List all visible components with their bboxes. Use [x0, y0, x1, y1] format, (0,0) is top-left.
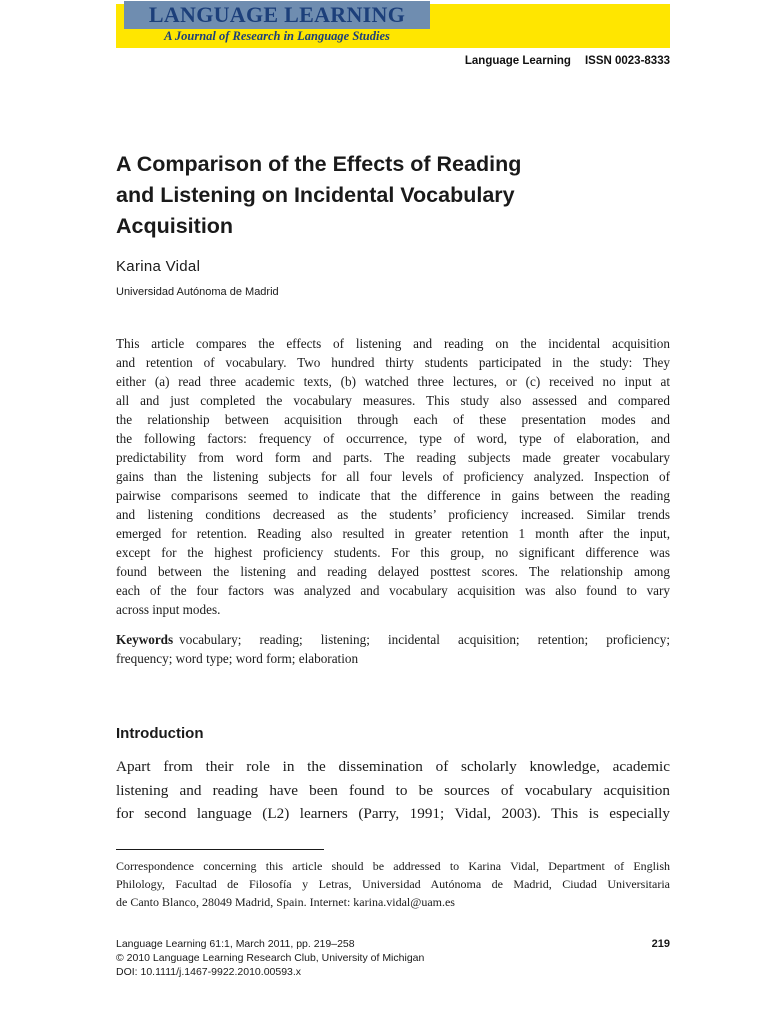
section-heading-introduction: Introduction — [116, 725, 204, 742]
introduction-line: for second language (L2) learners (Parry, 1991; Vidal, 2003). This is especially — [116, 805, 670, 822]
footnote-divider — [116, 849, 324, 850]
abstract-line: predictability from word form and parts. The reading subjects made greater vocabulary — [116, 450, 670, 465]
abstract-line: except for the highest proficiency students. For this group, no significant difference was — [116, 545, 670, 560]
introduction-line: listening and reading have been found to be sources of vocabulary acquisition — [116, 781, 670, 799]
keywords — [116, 630, 670, 668]
journal-name: Language Learning — [464, 55, 571, 67]
abstract-line: emerged for retention. Reading also resulted in greater retention 1 month after the input, — [116, 526, 670, 541]
author-affiliation: Universidad Autónoma de Madrid — [116, 286, 279, 298]
journal-banner-subtitle: A Journal of Research in Language Studies — [164, 29, 390, 43]
page-footer — [116, 937, 670, 979]
author-name: Karina Vidal — [116, 258, 201, 275]
keywords-label: Keywords — [116, 632, 174, 647]
abstract-line: each of the four factors was analyzed and vocabulary acquisition was also found to vary — [116, 583, 670, 598]
keywords-text: vocabulary; reading; listening; incidental acquisition; retention; proficiency; — [179, 632, 670, 647]
footer-copyright: © 2010 Language Learning Research Club, University of Michigan — [116, 952, 425, 964]
abstract-line: and retention of vocabulary. Two hundred thirty students participated in the study: They — [116, 355, 670, 370]
journal-header-line — [116, 53, 670, 69]
abstract-line: This article compares the effects of listening and reading on the incidental acquisition — [116, 336, 670, 351]
article-title — [116, 149, 670, 242]
page-number: 219 — [651, 938, 670, 950]
introduction-body — [116, 755, 670, 826]
footnote-line: de Canto Blanco, 28049 Madrid, Spain. Internet: karina.vidal@uam.es — [116, 895, 455, 909]
footer-citation: Language Learning 61:1, March 2011, pp. 219–258 — [116, 938, 355, 950]
keywords-line: frequency; word type; word form; elaboration — [116, 651, 359, 666]
keywords-line — [116, 630, 670, 649]
article-title-line: A Comparison of the Effects of Reading — [116, 152, 522, 176]
article-title-line: Acquisition — [116, 214, 234, 238]
footnote-line: Correspondence concerning this article should be addressed to Karina Vidal, Department of English — [116, 859, 670, 873]
abstract-line: the relationship between acquisition through each of these presentation modes and — [116, 412, 670, 427]
correspondence-footnote — [116, 857, 670, 911]
abstract-line: all and just completed the vocabulary measures. This study also assessed and compared — [116, 393, 670, 408]
journal-banner-title: LANGUAGE LEARNING — [124, 1, 430, 29]
article-title-line: and Listening on Incidental Vocabulary — [116, 183, 515, 207]
abstract-line: found between the listening and reading delayed posttest scores. The relationship among — [116, 564, 670, 579]
abstract-line: across input modes. — [116, 602, 221, 617]
abstract — [116, 334, 670, 619]
abstract-line: gains than the listening subjects for all four levels of proficiency analyzed. Inspection of — [116, 469, 670, 484]
abstract-line: either (a) read three academic texts, (b) watched three lectures, or (c) received no input at — [116, 374, 670, 389]
journal-issn: ISSN 0023-8333 — [584, 55, 670, 67]
footer-doi: DOI: 10.1111/j.1467-9922.2010.00593.x — [116, 966, 302, 978]
introduction-line: Apart from their role in the dissemination of scholarly knowledge, academic — [116, 758, 670, 775]
abstract-line: and listening conditions decreased as the students’ proficiency increased. Similar trends — [116, 507, 670, 522]
footnote-line: Philology, Facultad de Filosofía y Letras, Universidad Autónoma de Madrid, Ciudad Universitaria — [116, 877, 670, 891]
abstract-line: the following factors: frequency of occurrence, type of word, type of elaboration, and — [116, 431, 670, 446]
abstract-line: pairwise comparisons seemed to indicate that the difference in gains between the reading — [116, 488, 670, 503]
